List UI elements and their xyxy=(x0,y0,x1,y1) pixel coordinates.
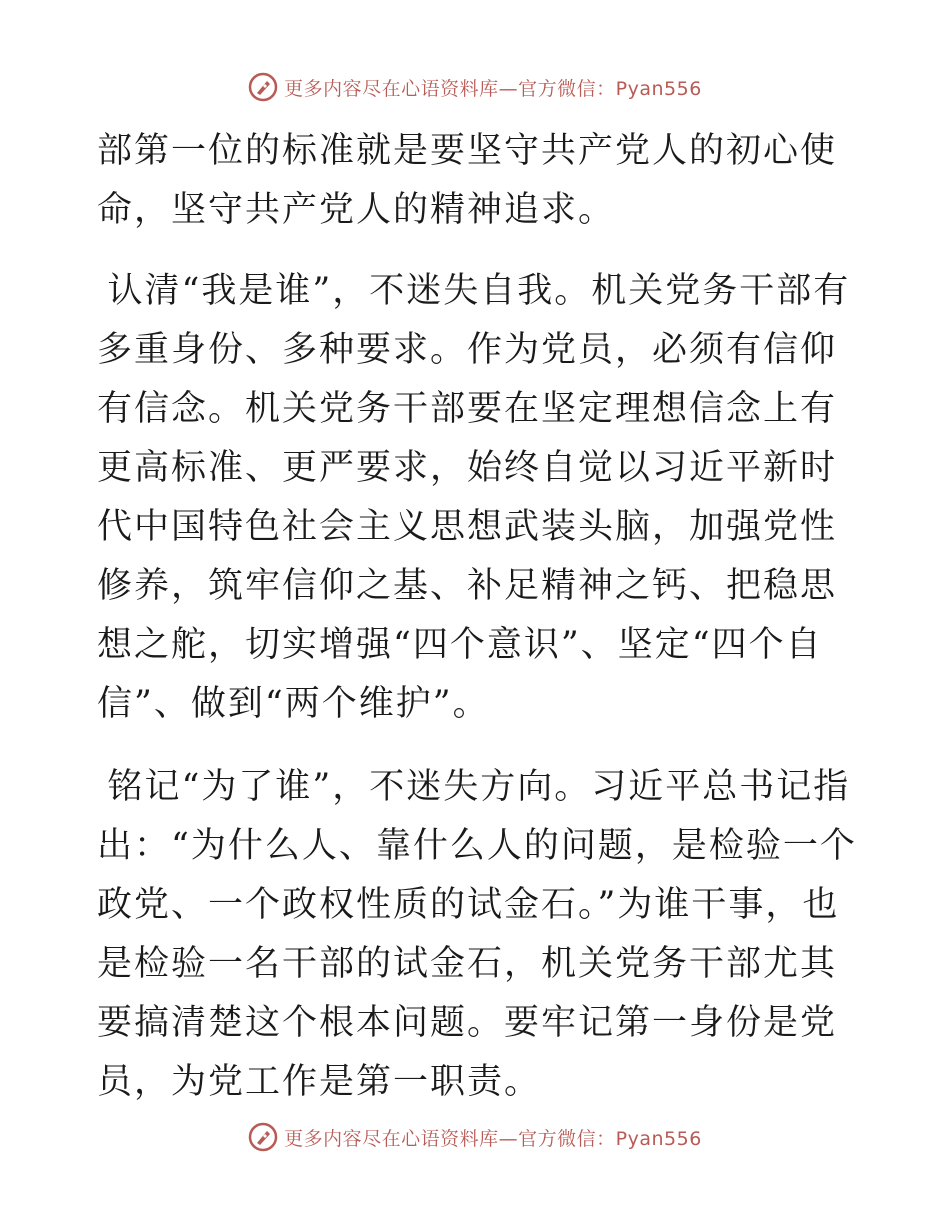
pen-nib-circle-icon xyxy=(248,1122,278,1152)
document-body xyxy=(97,122,857,1112)
paragraph-3: 铭记“为了谁”，不迷失方向。习近平总书记指出：“为什么人、靠什么人的问题，是检验一个政党、一个政权性质的试金石。”为谁干事，也是检验一名干部的试金石，机关党务干部尤其要搞清楚这个根本问题。要牢记第一身份是党员，为党工作是第一职责。 xyxy=(97,767,857,1102)
paragraph-1: 部第一位的标准就是要坚守共产党人的初心使命，坚守共产党人的精神追求。 xyxy=(97,131,838,230)
pen-nib-circle-icon xyxy=(248,72,278,102)
page-footer-banner xyxy=(0,1122,950,1152)
footer-banner-text: 更多内容尽在心语资料库—官方微信：Pyan556 xyxy=(284,1127,702,1150)
paragraph-2: 认清“我是谁”，不迷失自我。机关党务干部有多重身份、多种要求。作为党员，必须有信仰有信念。机关党务干部要在坚定理想信念上有更高标准、更严要求，始终自觉以习近平新时代中国特色社会主义思想武装头脑，加强党性修养，筑牢信仰之基、补足精神之钙、把稳思想之舵，切实增强“四个意识”、坚定“四个自信”、做到“两个维护”。 xyxy=(97,271,851,724)
header-banner-text: 更多内容尽在心语资料库—官方微信：Pyan556 xyxy=(284,77,702,100)
page-header-banner xyxy=(0,72,950,102)
